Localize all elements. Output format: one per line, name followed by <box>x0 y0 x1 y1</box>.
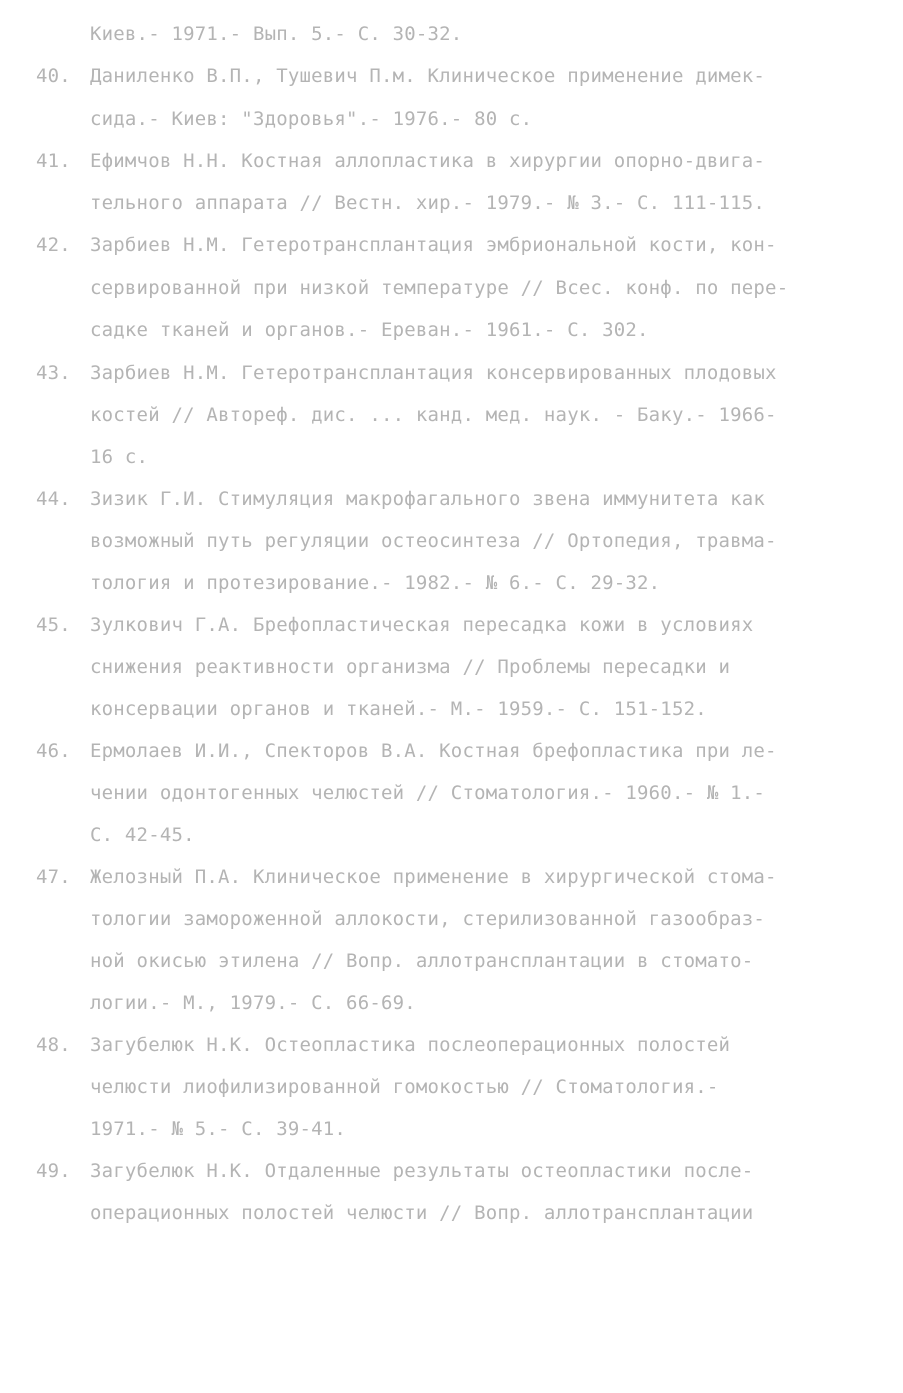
entry-text: сида.- Киев: "Здоровья".- 1976.- 80 с. <box>90 108 533 130</box>
entry-number: 41. <box>36 150 71 172</box>
entry-text: Ефимчов Н.Н. Костная аллопластика в хирургии опорно-двига- <box>90 150 766 172</box>
entry-text: операционных полостей челюсти // Вопр. аллотрансплантации <box>90 1202 754 1224</box>
entry-number: 49. <box>36 1160 71 1182</box>
entry-text: 1971.- № 5.- С. 39-41. <box>90 1118 347 1140</box>
entry-text: Зизик Г.И. Стимуляция макрофагального звена иммунитета как <box>90 488 766 510</box>
entry-text: Желозный П.А. Клиническое применение в хирургической стома- <box>90 866 777 888</box>
entry-text: ной окисью этилена // Вопр. аллотрансплантации в стомато- <box>90 950 754 972</box>
entry-text: Зулкович Г.А. Брефопластическая пересадка кожи в условиях <box>90 614 754 636</box>
entry-number: 40. <box>36 65 71 87</box>
entry-text: тология и протезирование.- 1982.- № 6.- С. 29-32. <box>90 572 661 594</box>
entry-text: тологии замороженной аллокости, стерилизованной газообраз- <box>90 908 766 930</box>
entry-text: возможный путь регуляции остеосинтеза // Ортопедия, травма- <box>90 530 777 552</box>
entry-text: консервации органов и тканей.- М.- 1959.- С. 151-152. <box>90 698 707 720</box>
entry-text: костей // Автореф. дис. ... канд. мед. наук. - Баку.- 1966- <box>90 404 777 426</box>
entry-number: 46. <box>36 740 71 762</box>
entry-text: Зарбиев Н.М. Гетеротрансплантация эмбриональной кости, кон- <box>90 234 777 256</box>
entry-number: 43. <box>36 362 71 384</box>
entry-text: С. 42-45. <box>90 824 195 846</box>
entry-text: 16 с. <box>90 446 149 468</box>
entry-text: Ермолаев И.И., Спекторов В.А. Костная брефопластика при ле- <box>90 740 777 762</box>
entry-text: челюсти лиофилизированной гомокостью // Стоматология.- <box>90 1076 719 1098</box>
entry-text: Загубелюк Н.К. Остеопластика послеоперационных полостей <box>90 1034 731 1056</box>
entry-number: 47. <box>36 866 71 888</box>
entry-text: Зарбиев Н.М. Гетеротрансплантация консервированных плодовых <box>90 362 777 384</box>
entry-text: сервированной при низкой температуре // Всес. конф. по пере- <box>90 277 789 299</box>
entry-text: тельного аппарата // Вестн. хир.- 1979.- № 3.- С. 111-115. <box>90 192 766 214</box>
entry-text: снижения реактивности организма // Проблемы пересадки и <box>90 656 731 678</box>
entry-text: чении одонтогенных челюстей // Стоматология.- 1960.- № 1.- <box>90 782 766 804</box>
entry-number: 44. <box>36 488 71 510</box>
entry-number: 42. <box>36 234 71 256</box>
entry-text: садке тканей и органов.- Ереван.- 1961.- С. 302. <box>90 319 649 341</box>
entry-number: 45. <box>36 614 71 636</box>
entry-text: логии.- М., 1979.- С. 66-69. <box>90 992 416 1014</box>
entry-text: Загубелюк Н.К. Отдаленные результаты остеопластики после- <box>90 1160 754 1182</box>
entry-text: Киев.- 1971.- Вып. 5.- С. 30-32. <box>90 23 463 45</box>
entry-number: 48. <box>36 1034 71 1056</box>
entry-text: Даниленко В.П., Тушевич П.м. Клиническое применение димек- <box>90 65 766 87</box>
